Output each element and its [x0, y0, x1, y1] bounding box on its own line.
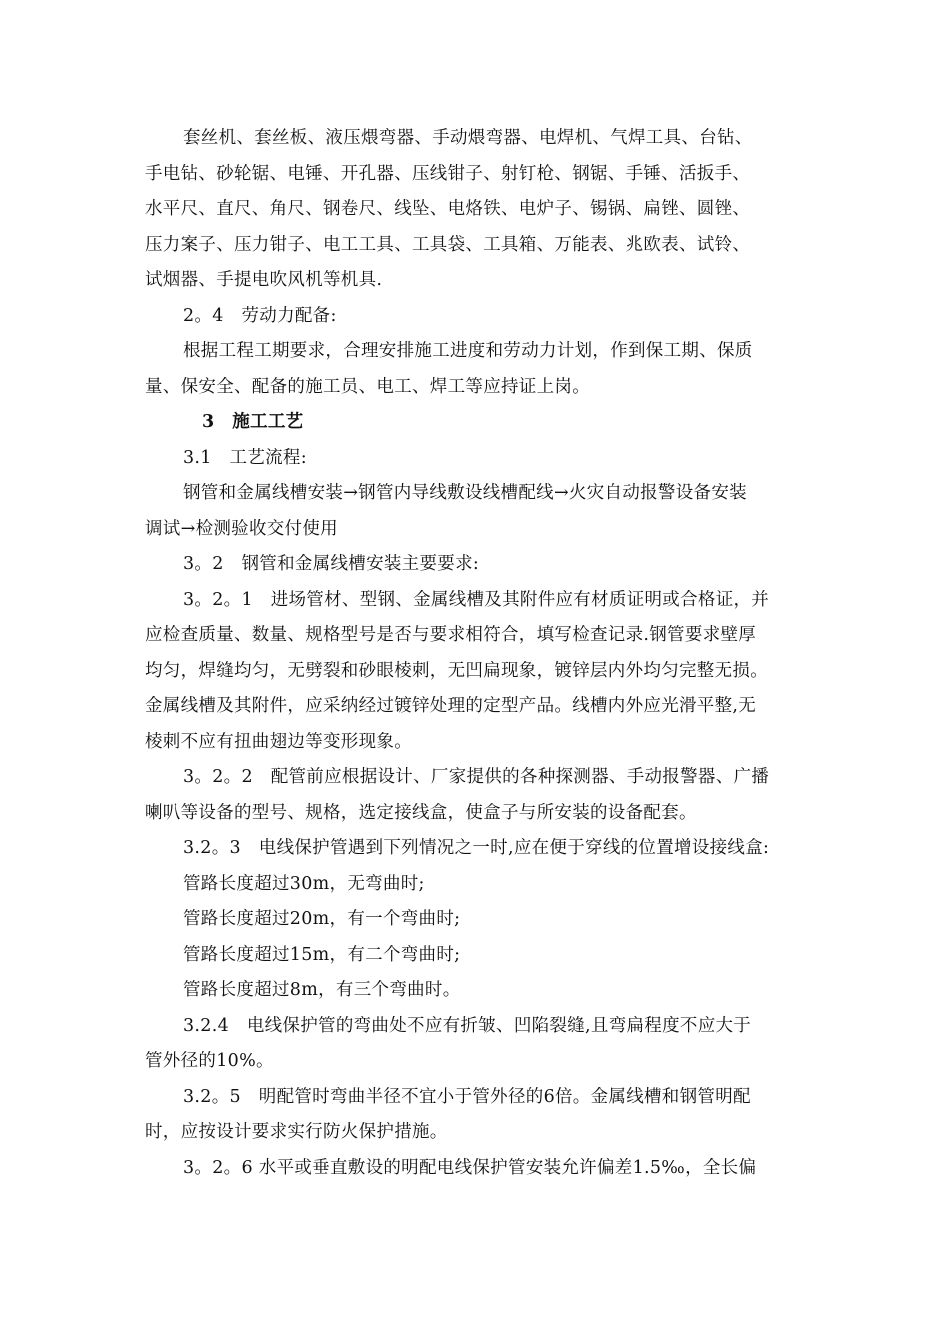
- list-item: 管路长度超过8m，有三个弯曲时。: [183, 980, 461, 1000]
- text-line: 棱刺不应有扭曲翅边等变形现象。: [145, 731, 412, 752]
- text-line: 3.2.4 电线保护管的弯曲处不应有折皱、凹陷裂缝,且弯扁程度不应大于: [183, 1015, 752, 1036]
- text-line: 套丝机、套丝板、液压煨弯器、手动煨弯器、电焊机、气焊工具、台钻、: [183, 128, 753, 148]
- text-line: 钢管和金属线槽安装→钢管内导线敷设线槽配线→火灾自动报警设备安装: [183, 483, 747, 503]
- text-line: 3.2。3 电线保护管遇到下列情况之一时,应在便于穿线的位置增设接线盒:: [183, 838, 770, 858]
- list-item: 管路长度超过30m，无弯曲时;: [183, 873, 425, 894]
- text-line: 量、保安全、配备的施工员、电工、焊工等应持证上岗。: [145, 376, 590, 397]
- section-heading: 3.1 工艺流程:: [183, 447, 307, 468]
- list-item: 管路长度超过15m，有二个弯曲时;: [183, 944, 461, 965]
- text-line: 根据工程工期要求，合理安排施工进度和劳动力计划，作到保工期、保质: [183, 341, 753, 361]
- text-line: 均匀，焊缝均匀，无劈裂和砂眼棱刺，无凹扁现象，镀锌层内外均匀完整无损。: [145, 660, 768, 681]
- text-line: 金属线槽及其附件，应采纳经过镀锌处理的定型产品。线槽内外应光滑平整,无: [145, 696, 757, 716]
- text-line: 压力案子、压力钳子、电工工具、工具袋、工具箱、万能表、兆欧表、试铃、: [145, 234, 751, 255]
- text-line: 水平尺、直尺、角尺、钢卷尺、线坠、电烙铁、电炉子、锡锅、扁锉、圆锉、: [145, 199, 751, 219]
- text-line: 时，应按设计要求实行防火保护措施。: [145, 1122, 448, 1142]
- text-line: 3。2。6 水平或垂直敷设的明配电线保护管安装允许偏差1.5‰，全长偏: [183, 1157, 757, 1178]
- text-line: 手电钻、砂轮锯、电锤、开孔器、压线钳子、射钉枪、钢锯、手锤、活扳手、: [145, 163, 751, 184]
- text-line: 3。2。2 配管前应根据设计、厂家提供的各种探测器、手动报警器、广播: [183, 767, 770, 787]
- list-item: 管路长度超过20m，有一个弯曲时;: [183, 909, 461, 929]
- text-line: 试烟器、手提电吹风机等机具.: [145, 270, 383, 290]
- text-line: 3。2。1 进场管材、型钢、金属线槽及其附件应有材质证明或合格证，并: [183, 589, 770, 610]
- text-line: 3.2。5 明配管时弯曲半径不宜小于管外径的6倍。金属线槽和钢管明配: [183, 1086, 751, 1107]
- text-line: 喇叭等设备的型号、规格，选定接线盒，使盒子与所安装的设备配套。: [145, 802, 697, 823]
- text-line: 管外径的10%。: [145, 1051, 274, 1071]
- document-page: [145, 121, 817, 1186]
- chapter-heading: 3 施工工艺: [202, 412, 304, 432]
- text-line: 应检查质量、数量、规格型号是否与要求相符合，填写检查记录.钢管要求壁厚: [145, 625, 757, 645]
- section-heading: 2。4 劳动力配备:: [183, 305, 337, 326]
- text-line: 调试→检测验收交付使用: [145, 518, 338, 539]
- section-heading: 3。2 钢管和金属线槽安装主要要求:: [183, 554, 480, 574]
